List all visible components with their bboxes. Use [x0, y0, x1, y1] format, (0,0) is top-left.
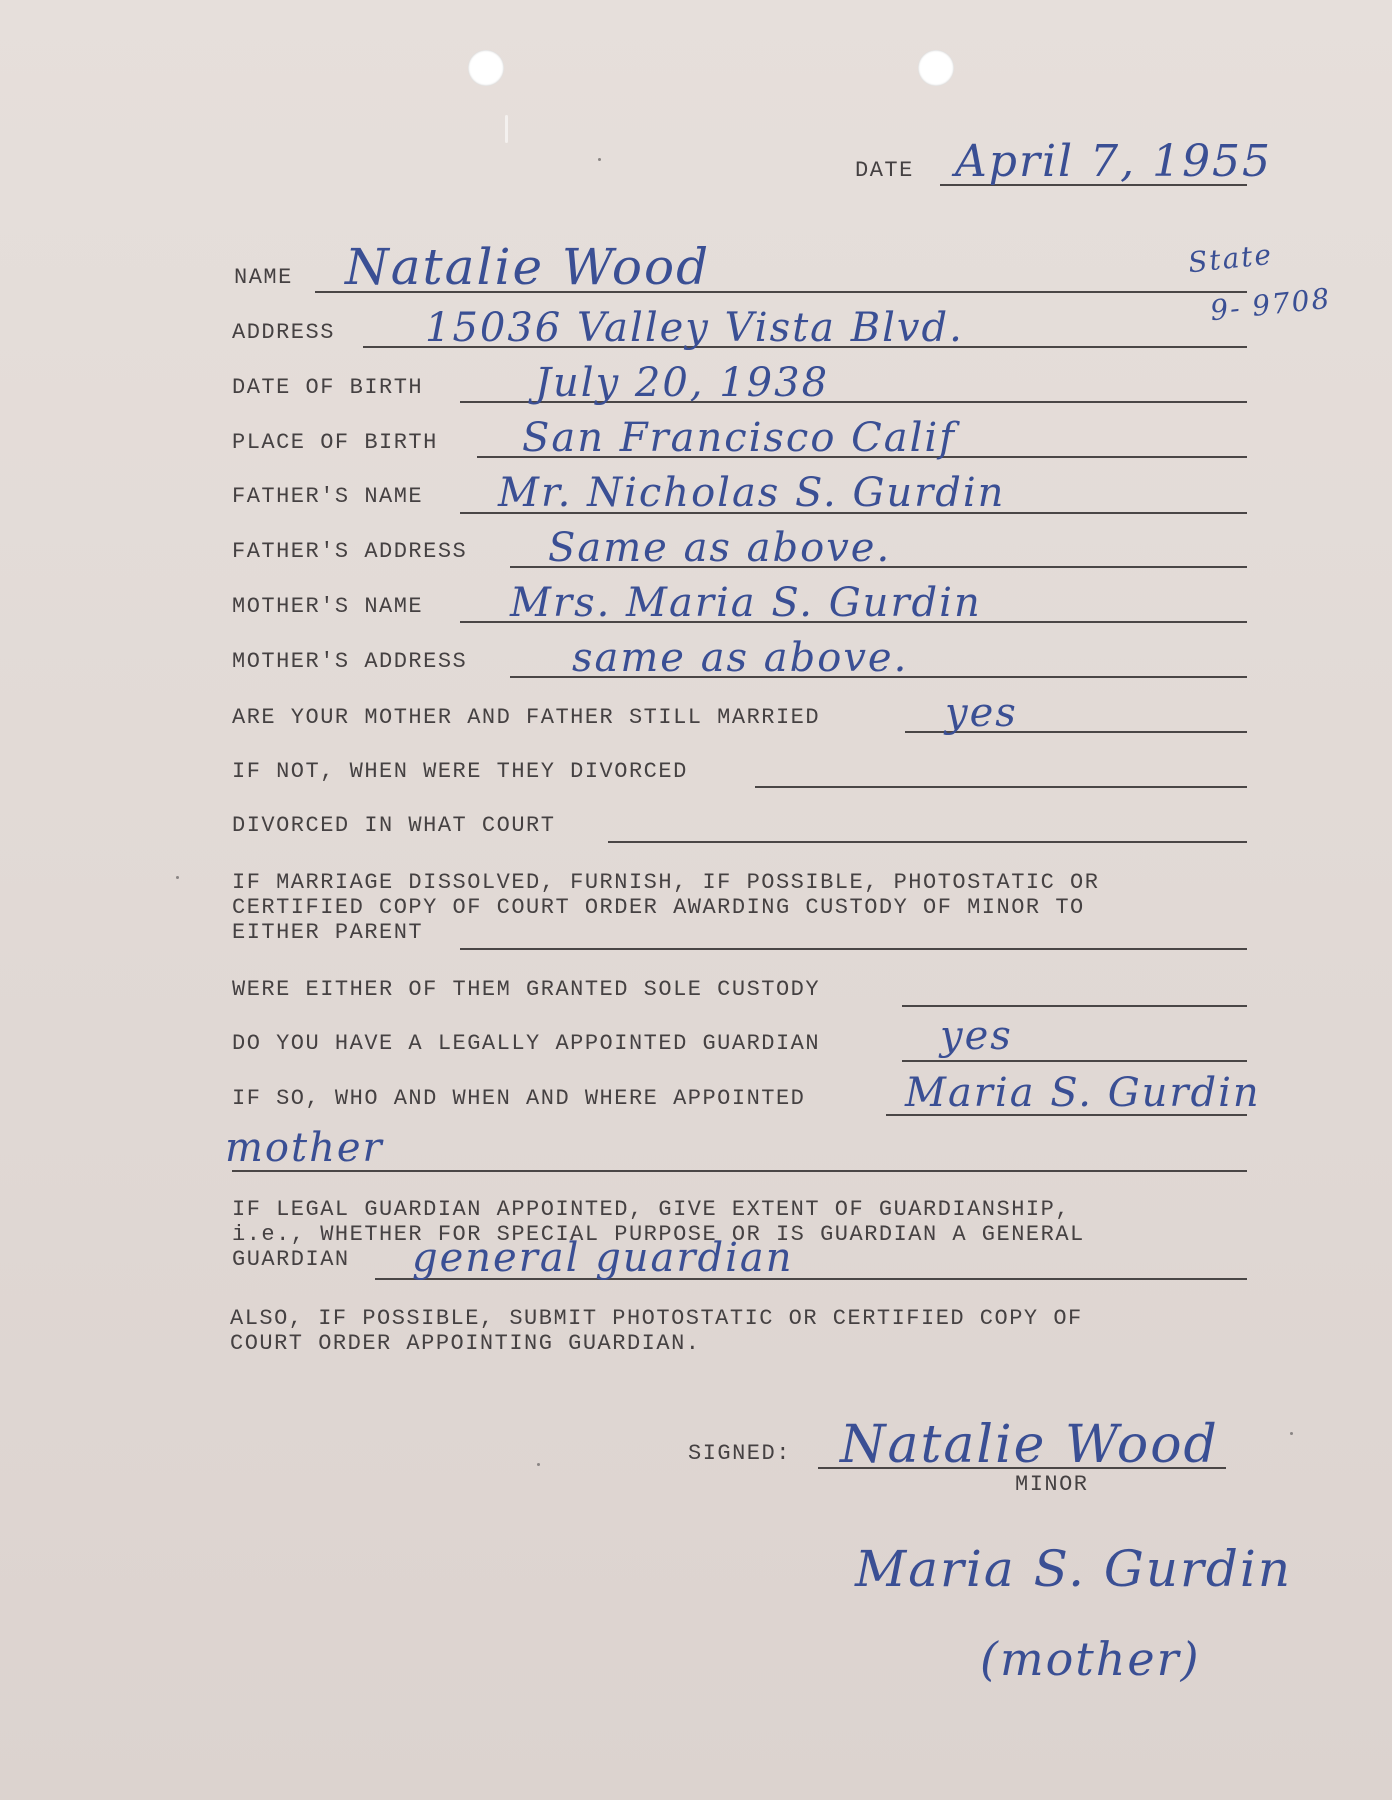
extent-text-line1: IF LEGAL GUARDIAN APPOINTED, GIVE EXTENT OF GUARDIANSHIP,: [232, 1197, 1071, 1222]
guardian-entry: yes: [940, 1013, 1013, 1059]
extent-entry: general guardian: [412, 1235, 794, 1281]
date-entry: April 7, 1955: [955, 136, 1273, 187]
extent-text-line3: GUARDIAN: [232, 1247, 350, 1272]
paper-speck: [537, 1463, 540, 1466]
who-when-label: IF SO, WHO AND WHEN AND WHERE APPOINTED: [232, 1086, 806, 1111]
paper-speck: [505, 115, 508, 143]
paper-speck: [598, 158, 601, 161]
minor-signature: Natalie Wood: [840, 1415, 1219, 1475]
pob-label: PLACE OF BIRTH: [232, 430, 438, 455]
state-note: State: [1186, 237, 1275, 280]
father-name-label: FATHER'S NAME: [232, 484, 424, 509]
sole-custody-label: WERE EITHER OF THEM GRANTED SOLE CUSTODY: [232, 977, 821, 1002]
still-married-label: ARE YOUR MOTHER AND FATHER STILL MARRIED: [232, 705, 821, 730]
dob-entry: July 20, 1938: [535, 360, 830, 406]
divorced-when-underline: [755, 786, 1247, 788]
guardian-underline: [902, 1060, 1247, 1062]
also-text-line1: ALSO, IF POSSIBLE, SUBMIT PHOTOSTATIC OR CERTIFIED COPY OF: [230, 1306, 1083, 1331]
address-label: ADDRESS: [232, 320, 335, 345]
father-address-label: FATHER'S ADDRESS: [232, 539, 468, 564]
phone-note: 9- 9708: [1208, 281, 1333, 328]
pob-entry: San Francisco Calif: [522, 415, 956, 461]
dob-label: DATE OF BIRTH: [232, 375, 424, 400]
mother-name-entry: Mrs. Maria S. Gurdin: [510, 580, 982, 626]
divorced-when-label: IF NOT, WHEN WERE THEY DIVORCED: [232, 759, 688, 784]
extent-text-line2: i.e., WHETHER FOR SPECIAL PURPOSE OR IS GUARDIAN A GENERAL: [232, 1222, 1085, 1247]
paper-speck: [1290, 1432, 1293, 1435]
father-name-entry: Mr. Nicholas S. Gurdin: [498, 470, 1006, 516]
address-entry: 15036 Valley Vista Blvd.: [425, 305, 964, 351]
mother-name-label: MOTHER'S NAME: [232, 594, 424, 619]
paper-speck: [176, 876, 179, 879]
minor-label: MINOR: [1015, 1472, 1089, 1497]
parent-signature: Maria S. Gurdin: [855, 1540, 1293, 1598]
sole-custody-underline: [902, 1005, 1247, 1007]
parent-relation: (mother): [980, 1632, 1201, 1686]
who-when-continuation-entry: mother: [225, 1125, 384, 1171]
name-label: NAME: [234, 265, 293, 290]
dissolved-underline: [460, 948, 1247, 950]
punch-hole-right: [918, 50, 954, 86]
divorced-court-label: DIVORCED IN WHAT COURT: [232, 813, 556, 838]
date-label: DATE: [855, 158, 914, 183]
mother-address-entry: same as above.: [572, 635, 909, 681]
punch-hole-left: [468, 50, 504, 86]
divorced-court-underline: [608, 841, 1247, 843]
signed-label: SIGNED:: [688, 1441, 791, 1466]
mother-address-label: MOTHER'S ADDRESS: [232, 649, 468, 674]
dissolved-text-line2: CERTIFIED COPY OF COURT ORDER AWARDING CUSTODY OF MINOR TO: [232, 895, 1085, 920]
name-entry: Natalie Wood: [345, 238, 711, 296]
who-when-continuation-underline: [232, 1170, 1247, 1172]
dissolved-text-line3: EITHER PARENT: [232, 920, 424, 945]
dissolved-text-line1: IF MARRIAGE DISSOLVED, FURNISH, IF POSSIBLE, PHOTOSTATIC OR: [232, 870, 1100, 895]
guardian-label: DO YOU HAVE A LEGALLY APPOINTED GUARDIAN: [232, 1031, 821, 1056]
father-address-entry: Same as above.: [548, 525, 892, 571]
still-married-entry: yes: [945, 690, 1018, 736]
also-text-line2: COURT ORDER APPOINTING GUARDIAN.: [230, 1331, 701, 1356]
who-when-entry: Maria S. Gurdin: [905, 1070, 1261, 1116]
